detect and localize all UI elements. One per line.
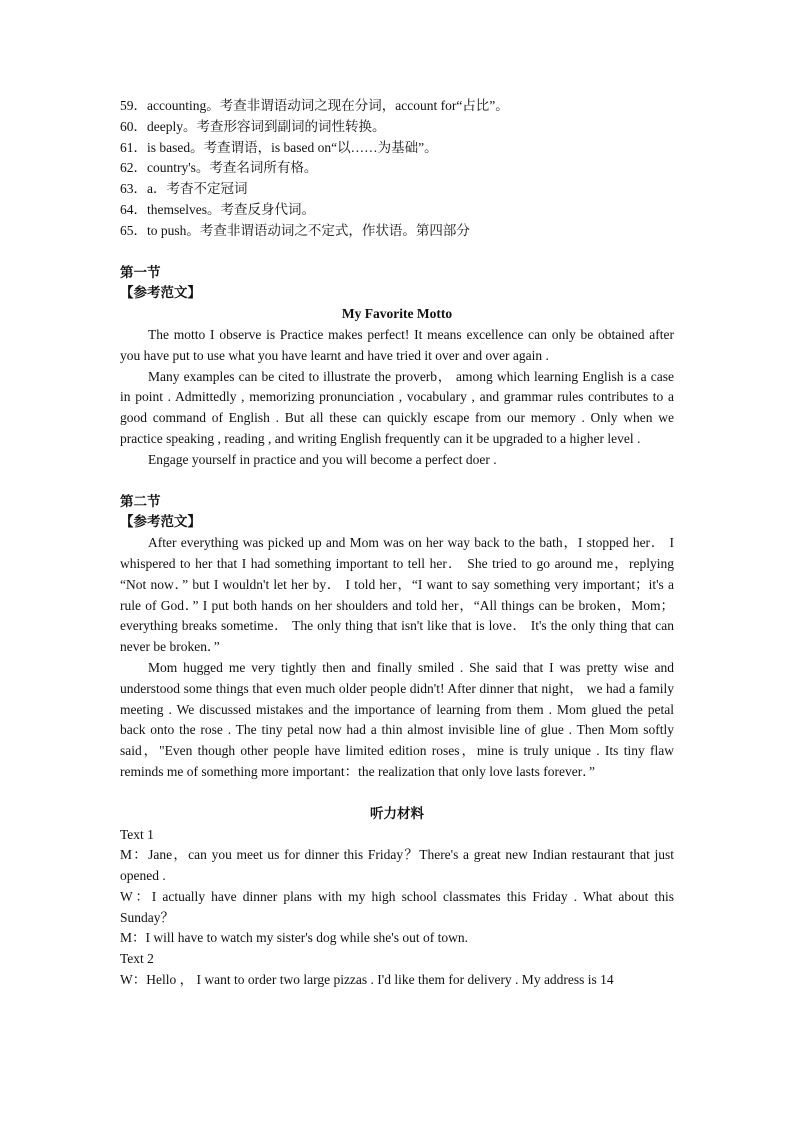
listening-line: Text 1	[120, 826, 154, 842]
listening-line: Text 2	[120, 951, 154, 967]
section-2	[120, 492, 674, 783]
essay-paragraph-3: Engage yourself in practice and you will become a perfect doer .	[148, 451, 497, 467]
answer-59: 59．accounting。考查非谓语动词之现在分词，account for“占比”。	[120, 98, 509, 113]
answer-62: 62．country's。考查名词所有格。	[120, 160, 318, 176]
answer-60: 60．deeply。考查形容词到副词的词性转换。	[120, 118, 386, 134]
listening-line: M：Jane，can you meet us for dinner this Friday？There's a great new Indian restaurant that just opened .	[120, 847, 674, 884]
document-page	[120, 96, 674, 991]
essay-title: My Favorite Motto	[341, 306, 453, 322]
answer-61: 61．is based。考查谓语，is based on“以……为基础”。	[120, 139, 438, 155]
listening-line: W：Hello ， I want to order two large pizzas . I'd like them for delivery . My address is 14	[120, 972, 614, 988]
essay-paragraph-1: The motto I observe is Practice makes perfect! It means excellence can only be obtained after you have put to use what you have learnt and have tried it over and over again .	[120, 326, 674, 363]
story-paragraph-2: Mom hugged me very tightly then and finally smiled . She said that I was pretty wise and understood some things that even much older people didn't! After dinner that night， we had a family meeting . We discussed mistakes and the importance of learning from them . Mom glued the petal back onto the rose . The tiny petal now had a thin almost invisible line of glue . Then Mom softly said，"Even though other people have limited edition roses，mine is truly unique . Its tiny flaw reminds me of something more important：the realization that only love lasts forever．”	[120, 659, 674, 779]
answer-65: 65．to push。考查非谓语动词之不定式，作状语。第四部分	[120, 222, 470, 238]
essay-paragraph-2: Many examples can be cited to illustrate the proverb， among which learning English is a case in point . Admittedly , memorizing pronunciation , vocabulary , and grammar rules contributes to a good command of English . But all these can quickly escape from our memory . Only when we practice speaking , reading , and writing English frequently can it be upgraded to a higher level .	[120, 368, 674, 446]
answer-63: 63．a．考杳不定冠词	[120, 181, 248, 197]
section-1	[120, 263, 674, 471]
listening-line: W：I actually have dinner plans with my high school classmates this Friday . What about this Sunday？	[120, 888, 674, 925]
section-2-heading: 第二节	[120, 493, 161, 509]
answer-list	[120, 96, 674, 242]
section-1-heading: 第一节	[120, 264, 161, 280]
listening-material	[120, 804, 674, 991]
answer-64: 64．themselves。考查反身代词。	[120, 201, 315, 217]
section-1-label: 【参考范文】	[120, 285, 201, 301]
listening-title: 听力材料	[370, 805, 424, 821]
listening-line: M：I will have to watch my sister's dog while she's out of town.	[120, 930, 468, 946]
story-paragraph-1: After everything was picked up and Mom was on her way back to the bath，I stopped her． I whispered to her that I had something important to tell her． She tried to go around me，replying “Not now．” but I wouldn't let her by． I told her，“I want to say something very important；it's a rule of God．” I put both hands on her shoulders and told her，“All things can be broken，Mom；everything breaks sometime． The only thing that isn't like that is love． It's the only thing that can never be broken．”	[120, 535, 674, 655]
section-2-label: 【参考范文】	[120, 514, 201, 530]
